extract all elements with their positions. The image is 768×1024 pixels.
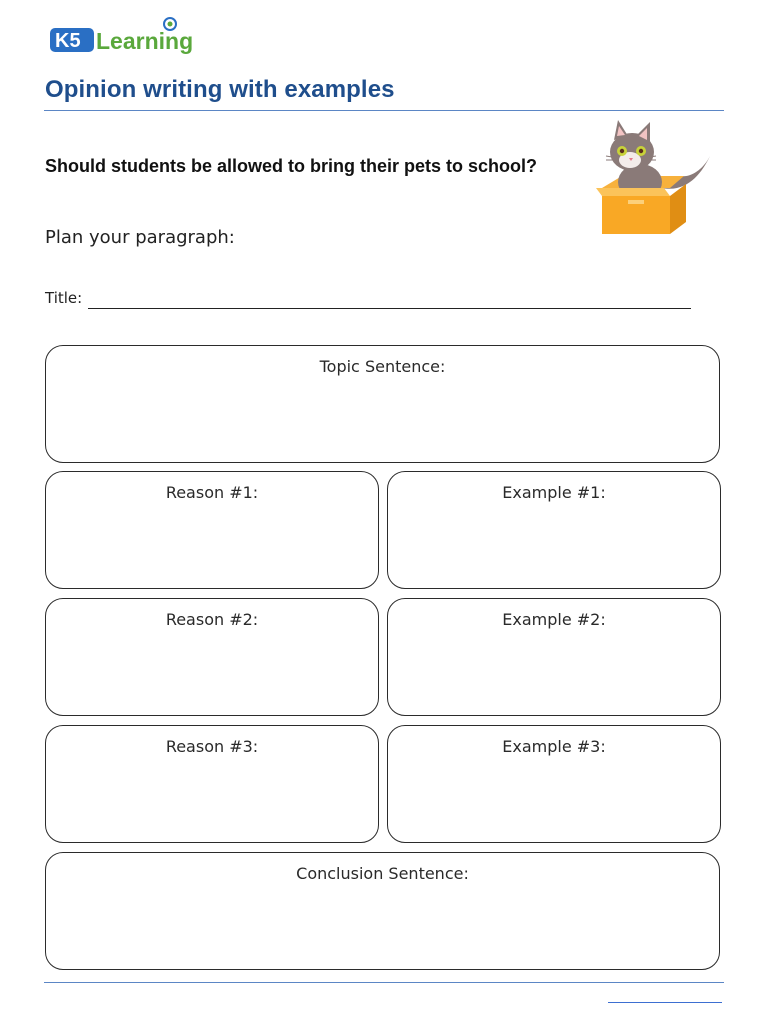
- title-field: [45, 287, 691, 309]
- title-blank-line: [88, 290, 691, 309]
- title-divider: [44, 110, 724, 111]
- example-1-label: Example #1:: [502, 483, 606, 502]
- title-label: Title:: [45, 289, 83, 307]
- reason-2-label: Reason #2:: [165, 610, 259, 629]
- reason-1-box: [45, 471, 379, 589]
- conclusion-sentence-label: Conclusion Sentence:: [296, 864, 469, 883]
- footer-link[interactable]: [608, 990, 722, 1003]
- example-3-box: [387, 725, 721, 843]
- reason-3-box: [45, 725, 379, 843]
- example-2-label: Example #2:: [502, 610, 606, 629]
- footer-divider: [44, 982, 724, 983]
- page-title: Opinion writing with examples: [45, 76, 395, 103]
- reason-2-box: [45, 598, 379, 716]
- svg-text:Learning: Learning: [96, 28, 194, 54]
- opinion-question: Should students be allowed to bring their pets to school?: [45, 156, 538, 176]
- conclusion-sentence-box: [45, 852, 720, 970]
- reason-3-label: Reason #3:: [165, 737, 259, 756]
- topic-sentence-box: [45, 345, 720, 463]
- reason-1-label: Reason #1:: [165, 483, 259, 502]
- example-2-box: [387, 598, 721, 716]
- example-1-box: [387, 471, 721, 589]
- svg-text:K5: K5: [55, 30, 81, 52]
- k5-learning-logo: [48, 14, 213, 60]
- plan-heading: Plan your paragraph:: [45, 227, 235, 248]
- example-3-label: Example #3:: [502, 737, 606, 756]
- topic-sentence-label: Topic Sentence:: [319, 357, 446, 376]
- cat-in-box-icon: [592, 118, 714, 236]
